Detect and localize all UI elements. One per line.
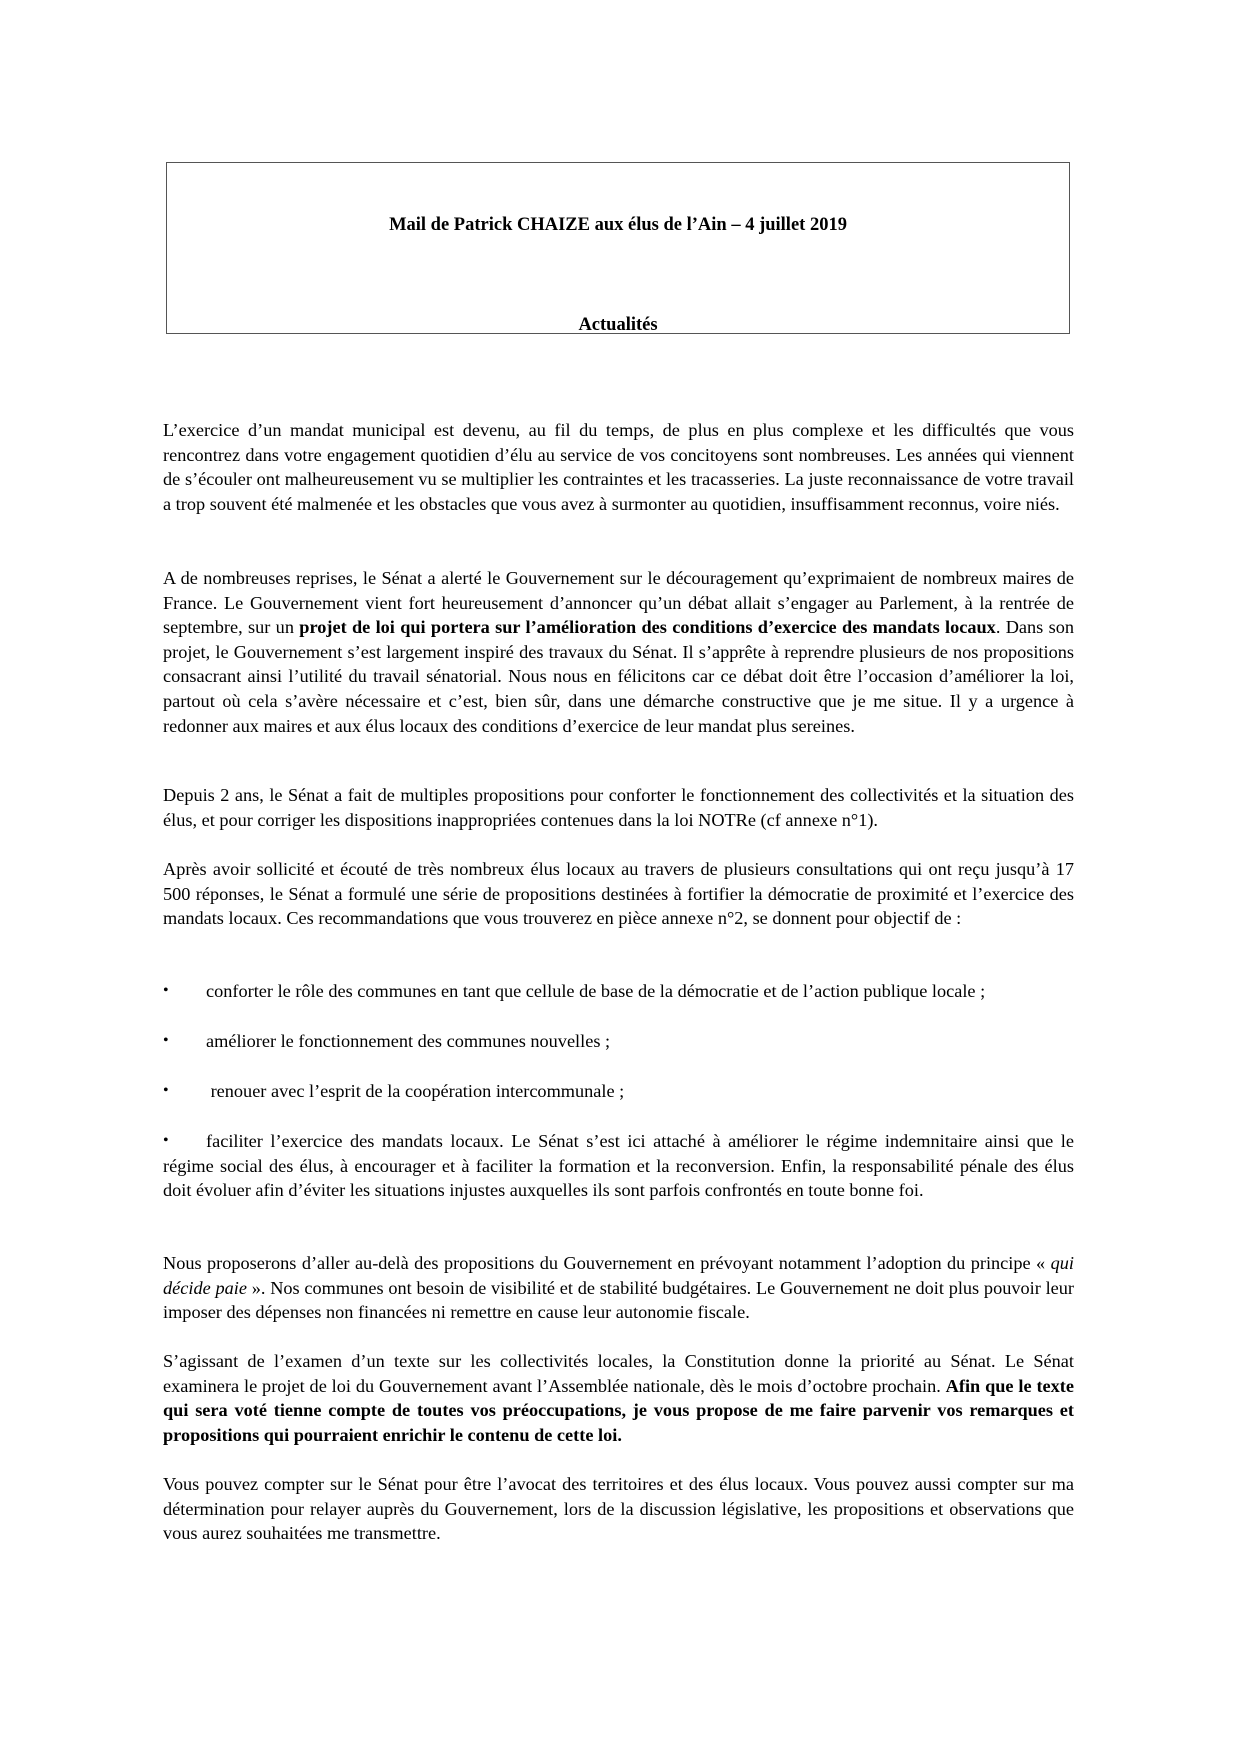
bullet-item: • conforter le rôle des communes en tant que cellule de base de la démocratie et de l’action publique locale ;	[163, 979, 1074, 1004]
paragraph-consultations: Après avoir sollicité et écouté de très nombreux élus locaux au travers de plusieurs consultations qui ont reçu jusqu’à 17 500 réponses, le Sénat a formulé une série de propositions destinées à fortifier la démocratie de proximité et l’exercice des mandats locaux. Ces recommandations que vous trouverez en pièce annexe n°2, se donnent pour objectif de :	[163, 859, 1074, 929]
paragraph-senat-alert: A de nombreuses reprises, le Sénat a alerté le Gouvernement sur le découragement qu’exprimaient de nombreux maires de France. Le Gouvernement vient fort heureusement d’annoncer qu’un débat allait s’engager au Parlement, à la rentrée de septembre, sur un projet de loi qui portera sur l’amélioration des conditions d’exercice des mandats locaux. Dans son projet, le Gouvernement s’est largement inspiré des travaux du Sénat. Il s’apprête à reprendre plusieurs de nos propositions consacrant ainsi l’utilité du travail sénatorial. Nous nous en félicitons car ce débat doit être l’occasion d’améliorer la loi, partout où cela s’avère nécessaire et c’est, bien sûr, dans une démarche constructive que je me situe. Il y a urgence à redonner aux maires et aux élus locaux des conditions d’exercice de leur mandat plus sereines.	[163, 568, 1075, 736]
bullet-item: • améliorer le fonctionnement des communes nouvelles ;	[163, 1029, 1074, 1054]
paragraph-propositions: Depuis 2 ans, le Sénat a fait de multiples propositions pour conforter le fonctionnement des collectivités et la situation des élus, et pour corriger les dispositions inappropriées contenues dans la loi NOTRe (cf annexe n°1).	[163, 785, 1074, 830]
document-subtitle: Actualités	[578, 315, 658, 335]
bullet-icon: •	[163, 1082, 169, 1099]
bullet-icon: •	[163, 1132, 169, 1149]
bullet-item: • faciliter l’exercice des mandats locaux. Le Sénat s’est ici attaché à améliorer le régime indemnitaire ainsi que le régime social des élus, à encourager et à faciliter la formation et la reconversion. Enfin, la responsabilité pénale des élus doit évoluer afin d’éviter les situations injustes auxquelles ils sont parfois confrontés en toute bonne foi.	[163, 1131, 1074, 1201]
paragraph-intro: L’exercice d’un mandat municipal est devenu, au fil du temps, de plus en plus complexe et les difficultés que vous rencontrez dans votre engagement quotidien d’élu au service de vos concitoyens sont nombreuses. Les années qui viennent de s’écouler ont malheureusement vu se multiplier les contraintes et les tracasseries. La juste reconnaissance de votre travail a trop souvent été malmenée et les obstacles que vous avez à surmonter au quotidien, insuffisamment reconnus, voire niés.	[163, 420, 1074, 514]
italic-principle: qui décide paie	[163, 1253, 1074, 1298]
title-box	[166, 162, 1070, 334]
bullet-icon: •	[163, 982, 169, 999]
bullet-item: • renouer avec l’esprit de la coopération intercommunale ;	[163, 1079, 1074, 1104]
bold-projet-de-loi: projet de loi qui portera sur l’amélioration des conditions d’exercice des mandats locaux	[299, 617, 996, 638]
bullet-icon: •	[163, 1032, 169, 1049]
paragraph-qui-decide-paie: Nous proposerons d’aller au-delà des propositions du Gouvernement en prévoyant notamment l’adoption du principe « qui décide paie ». Nos communes ont besoin de visibilité et de stabilité budgétaires. Le Gouvernement ne doit plus pouvoir leur imposer des dépenses non financées ni remettre en cause leur autonomie fiscale.	[163, 1253, 1074, 1323]
paragraph-closing: Vous pouvez compter sur le Sénat pour être l’avocat des territoires et des élus locaux. Vous pouvez aussi compter sur ma détermination pour relayer auprès du Gouvernement, lors de la discussion législative, les propositions et observations que vous aurez souhaitées me transmettre.	[163, 1474, 1074, 1544]
document-title: Mail de Patrick CHAIZE aux élus de l’Ain – 4 juillet 2019	[389, 215, 847, 235]
bold-call-to-action: Afin que le texte qui sera voté tienne compte de toutes vos préoccupations, je vous propose de me faire parvenir vos remarques et propositions qui pourraient enrichir le contenu de cette loi.	[163, 1375, 1074, 1445]
paragraph-examen: S’agissant de l’examen d’un texte sur les collectivités locales, la Constitution donne la priorité au Sénat. Le Sénat examinera le projet de loi du Gouvernement avant l’Assemblée nationale, dès le mois d’octobre prochain. Afin que le texte qui sera voté tienne compte de toutes vos préoccupations, je vous propose de me faire parvenir vos remarques et propositions qui pourraient enrichir le contenu de cette loi.	[163, 1351, 1074, 1445]
